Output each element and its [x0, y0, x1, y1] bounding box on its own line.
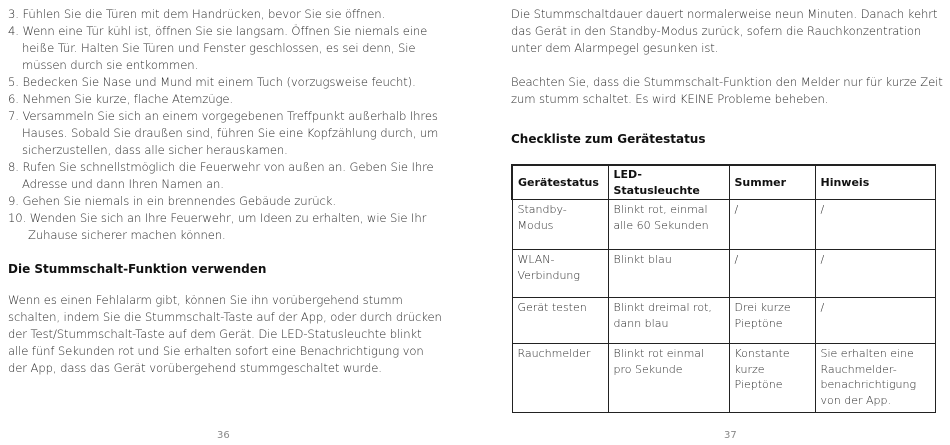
table-row [512, 298, 935, 344]
column-header: Summer [729, 165, 815, 200]
table-cell: Blinkt rot, einmal alle 60 Sekunden [608, 200, 729, 250]
table-row [512, 200, 935, 250]
table-cell: Rauchmelder [512, 344, 608, 413]
mute-function-paragraph: Wenn es einen Fehlalarm gibt, können Sie ihn vorübergehend stumm schalten, indem Sie die Stummschalt-Taste auf der App, oder durch drücken der Test/Stummschalt-Taste auf dem Gerät. Die LED-Statusleuchte blinkt alle fünf Sekunden rot und Sie erhalten sofort eine Benachrichtigung von der App, dass das Gerät vorübergehend stummgeschaltet wurde. [8, 293, 442, 375]
device-status-table [511, 164, 936, 413]
table-cell: / [815, 200, 935, 250]
right-page [475, 0, 950, 445]
table-cell: Konstante kurze Pieptöne [729, 344, 815, 413]
safety-steps-list [8, 6, 475, 244]
table-cell: Blinkt blau [608, 250, 729, 298]
list-item: 5. Bedecken Sie Nase und Mund mit einem Tuch (vorzugsweise feucht). [8, 75, 416, 89]
checklist-heading: Checkliste zum Gerätestatus [511, 132, 706, 146]
table-cell: / [729, 200, 815, 250]
table-cell: WLAN- Verbindung [512, 250, 608, 298]
mute-duration-paragraph: Die Stummschaltdauer dauert normalerweise neun Minuten. Danach kehrt das Gerät in den Standby-Modus zurück, sofern die Rauchkonzentration unter dem Alarmpegel gesunken ist. [511, 7, 938, 55]
list-item: 3. Fühlen Sie die Türen mit dem Handrücken, bevor Sie sie öffnen. [8, 7, 386, 21]
list-item: 4. Wenn eine Tür kühl ist, öffnen Sie sie langsam. Öffnen Sie niemals eine heiße Tür. Halten Sie Türen und Fenster geschlossen, es sei denn, Sie müssen durch sie entkommen. [8, 24, 428, 72]
page-number: 36 [217, 430, 230, 441]
list-item: 8. Rufen Sie schnellstmöglich die Feuerwehr von außen an. Geben Sie Ihre Adresse und dann Ihren Namen an. [8, 160, 434, 191]
table-cell: / [729, 250, 815, 298]
list-item: 10. Wenden Sie sich an Ihre Feuerwehr, um Ideen zu erhalten, wie Sie Ihr Zuhause sicherer machen können. [8, 211, 427, 242]
table-row [512, 344, 935, 413]
table-cell: Blinkt rot einmal pro Sekunde [608, 344, 729, 413]
table-cell: Blinkt dreimal rot, dann blau [608, 298, 729, 344]
list-item: 9. Gehen Sie niemals in ein brennendes Gebäude zurück. [8, 194, 336, 208]
page-number: 37 [724, 430, 737, 441]
column-header: LED-Statusleuchte [608, 165, 729, 200]
table-row [512, 250, 935, 298]
section-heading: Die Stummschalt-Funktion verwenden [8, 262, 267, 276]
list-item: 6. Nehmen Sie kurze, flache Atemzüge. [8, 92, 233, 106]
mute-note-paragraph: Beachten Sie, dass die Stummschalt-Funktion den Melder nur für kurze Zeit zum stumm schaltet. Es wird KEINE Probleme beheben. [511, 75, 943, 106]
table-cell: / [815, 298, 935, 344]
table-header-row [512, 165, 935, 200]
column-header: Gerätestatus [512, 165, 608, 200]
table-cell: Gerät testen [512, 298, 608, 344]
table-cell: Standby-Modus [512, 200, 608, 250]
list-item: 7. Versammeln Sie sich an einem vorgegebenen Treffpunkt außerhalb Ihres Hauses. Sobald Sie draußen sind, führen Sie eine Kopfzählung durch, um sicherzustellen, dass alle sicher herauskamen. [8, 109, 439, 157]
table-cell: / [815, 250, 935, 298]
column-header: Hinweis [815, 165, 935, 200]
table-cell: Drei kurze Pieptöne [729, 298, 815, 344]
table-cell: Sie erhalten eine Rauchmelder- benachrichtigung von der App. [815, 344, 935, 413]
